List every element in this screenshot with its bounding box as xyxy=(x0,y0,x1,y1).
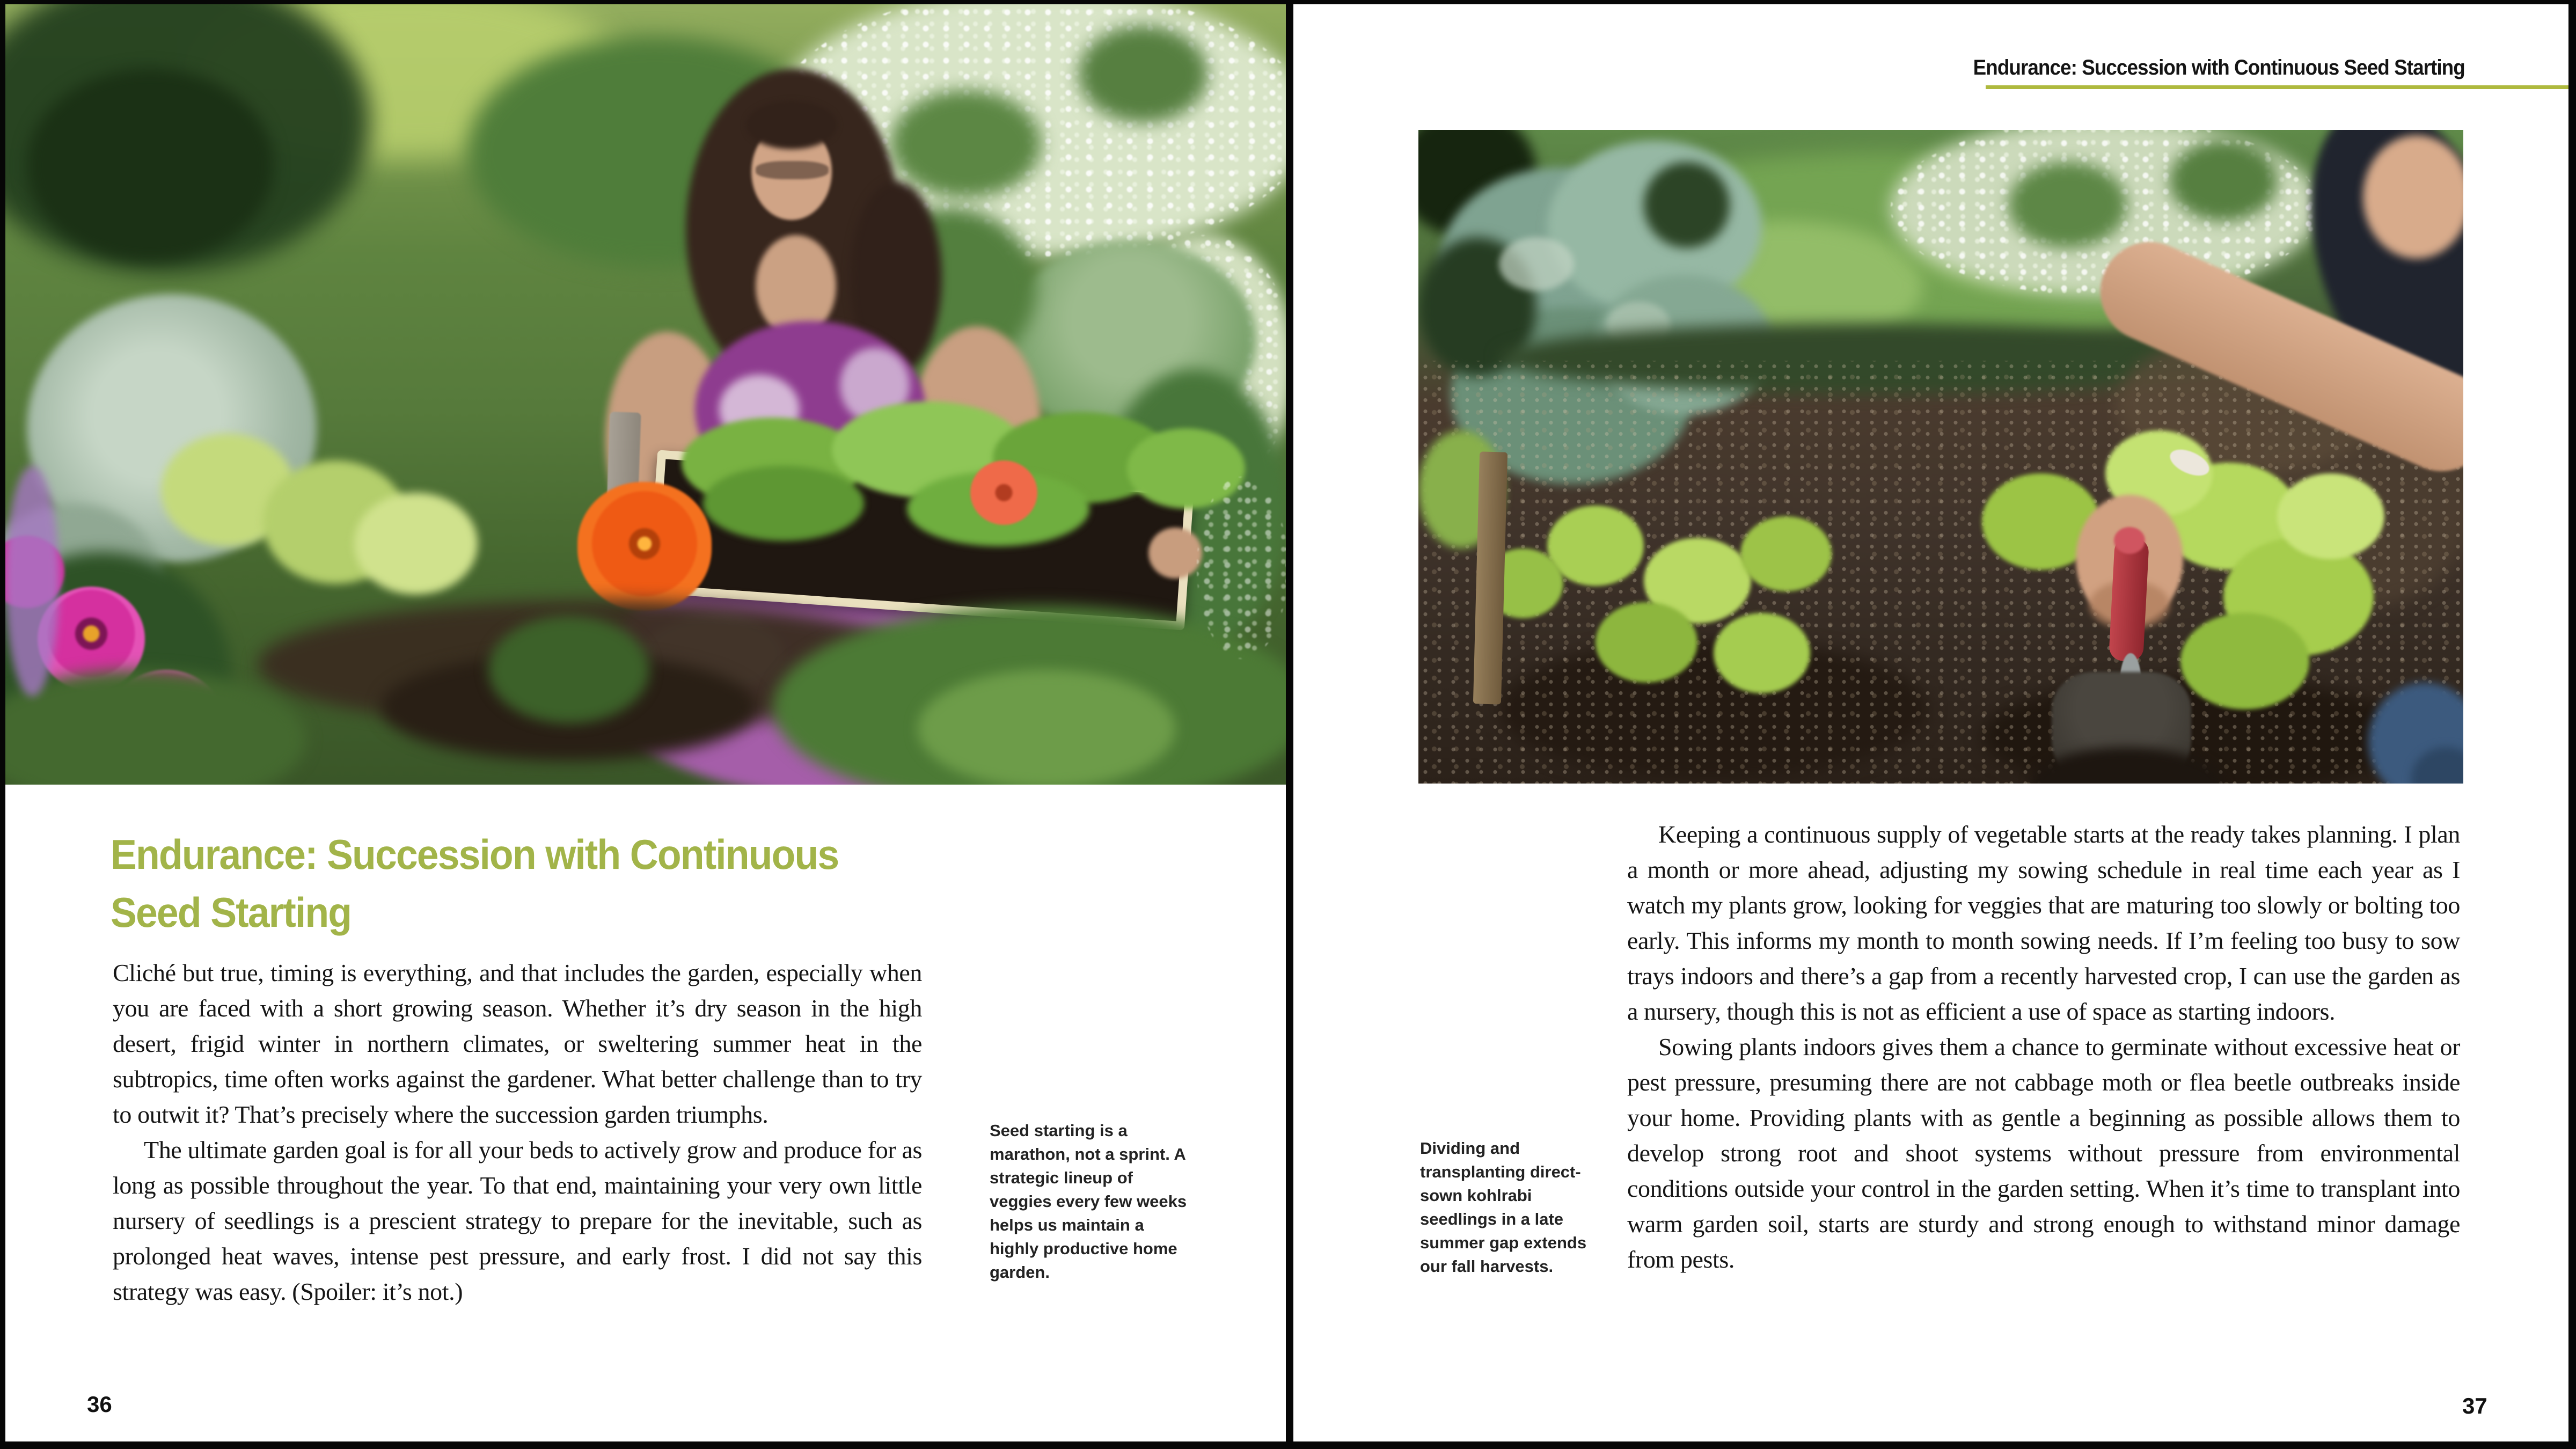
orange-zinnia xyxy=(577,482,712,611)
photo-caption-left: Seed starting is a marathon, not a sprint. A strategic lineup of veggies every few weeks helps us maintain a highly productive home garden. xyxy=(990,1121,1187,1282)
garden-photo-left xyxy=(5,4,1286,785)
kohlrabi-seedlings xyxy=(1740,516,1832,591)
page-number-left: 36 xyxy=(87,1392,112,1417)
header-rule xyxy=(1986,85,2568,89)
photo-caption-right: Dividing and transplanting direct-sown kohlrabi seedlings in a late summer gap extends our fall harvests. xyxy=(1420,1139,1587,1276)
paragraph: Cliché but true, timing is everything, and that includes the garden, especially when you are faced with a short growing season. Whether it’s dry season in the high desert, frigid winter in northern climates, or sweltering summer heat in the subtropics, time often works against the gardener. What better challenge than to try to outwit it? That’s precisely where the succession garden triumphs. xyxy=(113,959,922,1128)
kale-plants xyxy=(27,69,274,262)
body-text-left xyxy=(113,955,922,1309)
running-header: Endurance: Succession with Continuous Seed Starting xyxy=(1973,56,2465,79)
kohlrabi-seedlings xyxy=(1596,602,1697,683)
trowel-handle xyxy=(2109,537,2149,662)
purple-flowers xyxy=(5,466,59,697)
small-zinnia xyxy=(970,460,1037,525)
page-37 xyxy=(1293,4,2568,1441)
body-text-right xyxy=(1627,817,2460,1277)
transplanting-photo xyxy=(1418,130,2463,784)
page-36 xyxy=(5,4,1286,1441)
glasses xyxy=(756,161,829,179)
paragraph: Sowing plants indoors gives them a chance to germinate without excessive heat or pest pressure, presuming there are not cabbage moth or flea beetle outbreaks inside your home. Providing plants with as gentle a beginning as possible allows them to develop strong root and shoot systems without pressure from environmental conditions outside your control in the garden setting. When it’s time to transplant into warm garden soil, starts are sturdy and strong enough to withstand minor damage from pests. xyxy=(1627,1033,2460,1273)
kohlrabi-seedlings xyxy=(1714,613,1810,693)
kohlrabi-seedlings xyxy=(2180,613,2309,709)
chapter-title: Endurance: Succession with Continuous Seed Starting xyxy=(111,831,839,936)
tray-seedlings xyxy=(703,466,864,541)
woman-hand xyxy=(1148,528,1202,579)
paragraph: Keeping a continuous supply of vegetable starts at the ready takes planning. I plan a month or more ahead, adjusting my sowing schedule in real time each year as I watch my plants grow, looking for veggies that are maturing too slowly or bolting too early. This informs my month to month sowing needs. If I’m feeling too busy to sow trays indoors and there’s a gap from a recently harvested crop, I can use the garden as a nursery, though this is not as efficient a use of space as starting indoors. xyxy=(1627,821,2460,1025)
paragraph: The ultimate garden goal is for all your beds to actively grow and produce for as long as possible throughout the year. To that end, maintaining your very own little nursery of seedlings is a prescient strategy to prepare for the inevitable, such as prolonged heat waves, intense pest pressure, and early frost. I did not say this strategy was easy. (Spoiler: it’s not.) xyxy=(113,1136,922,1305)
lettuce-head xyxy=(354,493,478,595)
page-number-right: 37 xyxy=(2462,1393,2487,1418)
kohlrabi-seedlings xyxy=(2277,473,2384,559)
